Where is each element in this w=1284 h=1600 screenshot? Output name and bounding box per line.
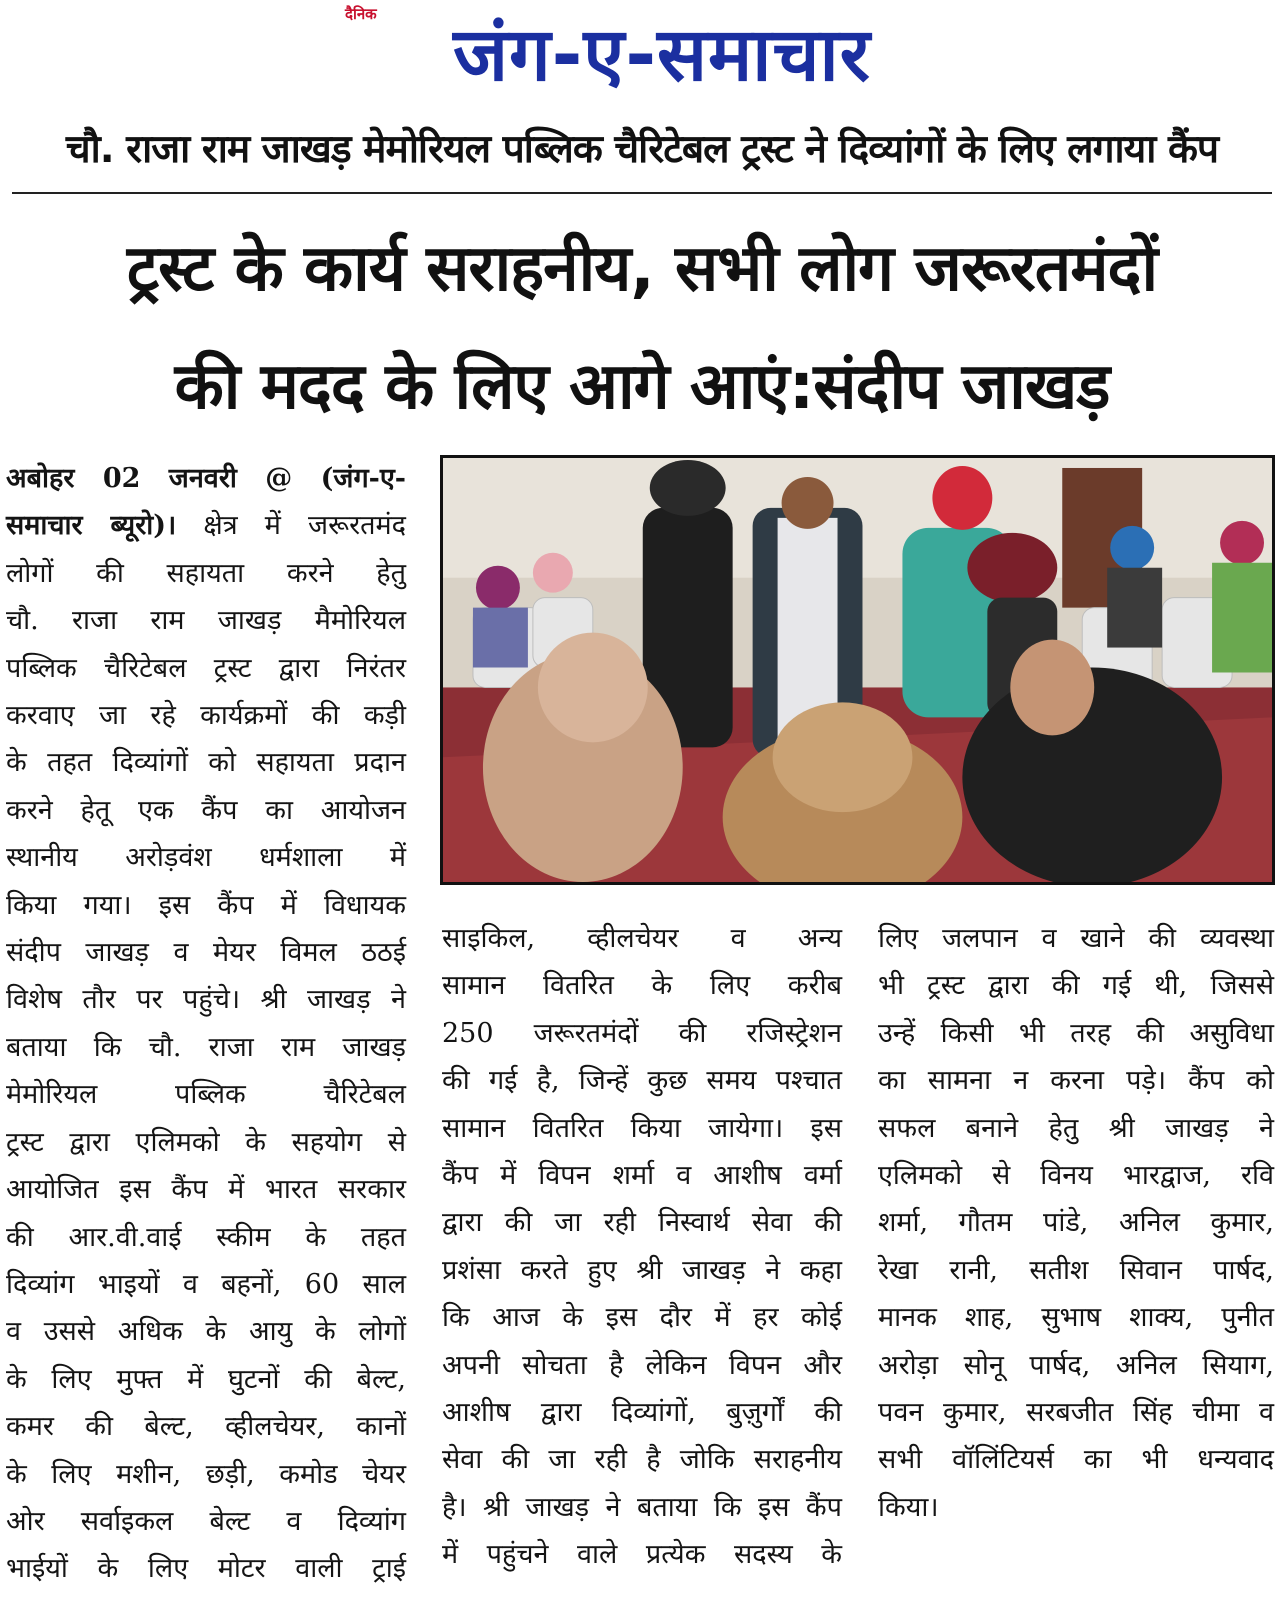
column-3-line: उन्हें किसी भी तरह की असुविधा	[878, 1017, 1274, 1049]
column-1-line: किया गया। इस कैंप में विधायक	[6, 889, 406, 921]
column-2-line: अपनी सोचता है लेकिन विपन और	[442, 1349, 842, 1381]
column-1-line: ओर सर्वाइकल बेल्ट व दिव्यांग	[6, 1505, 406, 1537]
column-3-line: पवन कुमार, सरबजीत सिंह चीमा व	[878, 1397, 1274, 1429]
article-kicker: चौ. राजा राम जाखड़ मेमोरियल पब्लिक चैरिटेबल ट्रस्ट ने दिव्यांगों के लिए लगाया कैंप	[65, 127, 1219, 172]
column-2-line: कि आज के इस दौर में हर कोई	[442, 1302, 842, 1334]
column-3-line: का सामना न करना पड़े। कैंप को	[878, 1065, 1274, 1097]
column-1-line: स्थानीय अरोड़वंश धर्मशाला में	[6, 842, 406, 874]
masthead	[0, 0, 1284, 110]
article-column-2	[442, 915, 842, 1579]
column-1-line: व उससे अधिक के आयु के लोगों	[6, 1316, 406, 1348]
column-3-line: एलिमको से विनय भारद्वाज, रवि	[878, 1160, 1274, 1192]
column-1-line: लोगों की सहायता करने हेतु	[6, 557, 406, 589]
dateline-source: समाचार ब्यूरो)।	[6, 510, 177, 542]
column-1-line: मेमोरियल पब्लिक चैरिटेबल	[6, 1079, 406, 1111]
column-3-line: अरोड़ा सोनू पार्षद, अनिल सियाग,	[878, 1349, 1274, 1381]
column-2-line: आशीष द्वारा दिव्यांगों, बुज़ुर्गों की	[442, 1397, 842, 1429]
column-1-line: आयोजित इस कैंप में भारत सरकार	[6, 1174, 406, 1206]
column-1-line: की आर.वी.वाई स्कीम के तहत	[6, 1221, 406, 1253]
column-2-line: है। श्री जाखड़ ने बताया कि इस कैंप	[442, 1491, 842, 1523]
article-headline	[0, 210, 1284, 446]
column-3-line: मानक शाह, सुभाष शाक्य, पुनीत	[878, 1302, 1274, 1334]
headline-line-1: ट्रस्ट के कार्य सराहनीय, सभी लोग जरूरतमंदों	[126, 232, 1158, 306]
column-2-line: कैंप में विपन शर्मा व आशीष वर्मा	[442, 1160, 842, 1192]
column-2-line: सेवा की जा रही है जोकि सराहनीय	[442, 1444, 842, 1476]
column-1-line: दिव्यांग भाइयों व बहनों, 60 साल	[6, 1268, 406, 1300]
masthead-prefix: दैनिक	[345, 5, 377, 23]
column-1-line: भाईयों के लिए मोटर वाली ट्राई	[6, 1553, 406, 1585]
column-3-line: शर्मा, गौतम पांडे, अनिल कुमार,	[878, 1207, 1274, 1239]
column-2-line: द्वारा की जा रही निस्वार्थ सेवा की	[442, 1207, 842, 1239]
column-1-line: के तहत दिव्यांगों को सहायता प्रदान	[6, 747, 406, 779]
newspaper-name: जंग-ए-समाचार	[453, 12, 871, 98]
column-1-line: के लिए मशीन, छड़ी, कमोड चेयर	[6, 1458, 406, 1490]
column-1-line: ट्रस्ट द्वारा एलिमको के सहयोग से	[6, 1126, 406, 1158]
article-column-3	[878, 915, 1274, 1531]
headline-line-2: की मदद के लिए आगे आएं:संदीप जाखड़	[174, 350, 1110, 424]
divider	[12, 192, 1272, 194]
column-2-line: में पहुंचने वाले प्रत्येक सदस्य के	[442, 1539, 842, 1571]
column-1-line: बताया कि चौ. राजा राम जाखड़	[6, 1031, 406, 1063]
column-3-line: भी ट्रस्ट द्वारा की गई थी, जिससे	[878, 970, 1274, 1002]
column-2-line: साइकिल, व्हीलचेयर व अन्य	[442, 923, 842, 954]
camp-photo-illustration	[443, 458, 1272, 882]
column-1-line: करने हेतू एक कैंप का आयोजन	[6, 794, 406, 826]
column-3-line: लिए जलपान व खाने की व्यवस्था	[878, 923, 1274, 954]
column-1-line-rest: क्षेत्र में जरूरतमंद	[176, 510, 406, 542]
article-dateline: अबोहर 02 जनवरी @ (जंग-ए-	[6, 463, 406, 494]
camp-photo	[440, 455, 1275, 885]
column-2-line: की गई है, जिन्हें कुछ समय पश्चात	[442, 1065, 842, 1097]
column-2-line: सामान वितरित किया जायेगा। इस	[442, 1112, 842, 1144]
column-1-line: पब्लिक चैरिटेबल ट्रस्ट द्वारा निरंतर	[6, 652, 406, 684]
column-1-line: चौ. राजा राम जाखड़ मैमोरियल	[6, 605, 406, 637]
column-2-line: 250 जरूरतमंदों की रजिस्ट्रेशन	[442, 1017, 842, 1049]
column-2-line: प्रशंसा करते हुए श्री जाखड़ ने कहा	[442, 1254, 842, 1286]
article-column-1	[6, 455, 406, 1593]
column-3-line: सफल बनाने हेतु श्री जाखड़ ने	[878, 1112, 1274, 1144]
column-3-line: सभी वॉलिंटियर्स का भी धन्यवाद	[878, 1444, 1274, 1476]
column-3-line: किया।	[878, 1491, 939, 1523]
column-1-line: विशेष तौर पर पहुंचे। श्री जाखड़ ने	[6, 984, 406, 1016]
column-1-line: करवाए जा रहे कार्यक्रमों की कड़ी	[6, 700, 406, 732]
column-2-line: सामान वितरित के लिए करीब	[442, 970, 842, 1002]
column-1-line: के लिए मुफ्त में घुटनों की बेल्ट,	[6, 1363, 406, 1395]
column-1-line	[6, 502, 406, 549]
column-1-line: कमर की बेल्ट, व्हीलचेयर, कानों	[6, 1411, 406, 1443]
column-1-line: संदीप जाखड़ व मेयर विमल ठठई	[6, 937, 406, 969]
column-3-line: रेखा रानी, सतीश सिवान पार्षद,	[878, 1254, 1274, 1286]
